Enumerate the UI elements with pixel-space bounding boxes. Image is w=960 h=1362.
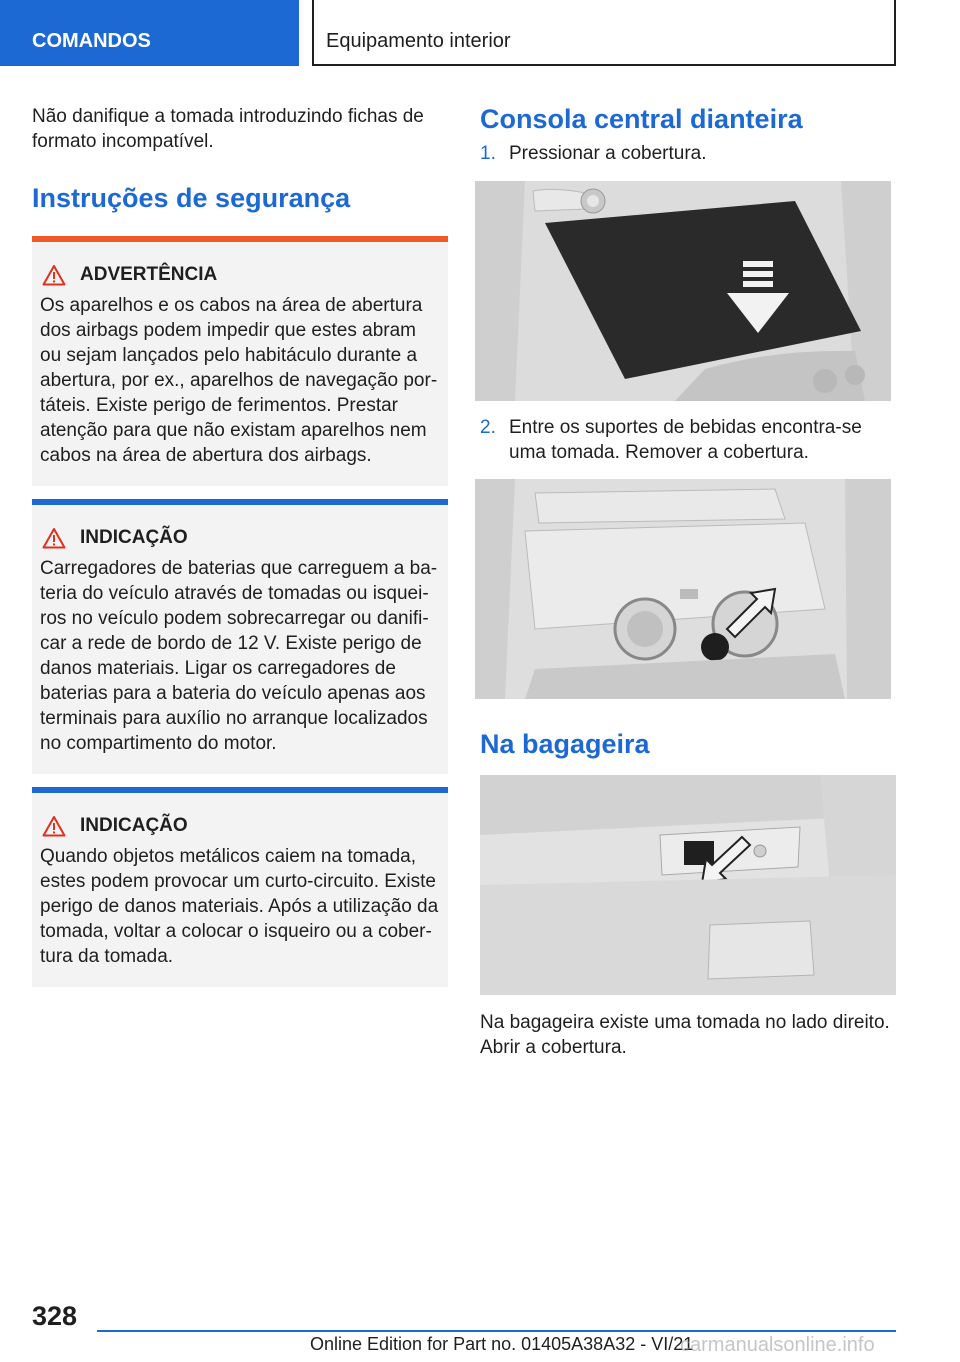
warning-triangle-icon bbox=[42, 527, 66, 549]
step-2 bbox=[480, 415, 896, 465]
notice-title: INDICAÇÃO bbox=[80, 527, 188, 548]
intro-paragraph: Não danifique a tomada introduzindo fichas de formato incompatível. bbox=[32, 106, 424, 152]
warning-text: Os aparelhos e os cabos na área de abertura dos airbags podem impedir que estes abram ou sejam lançados pelo habitáculo durante a abertura, por ex., aparelhos de navegação portáteis. Existe perigo de ferimentos. Prestar atenção para que não existam aparelhos nem cabos na área de abertura dos airbags. bbox=[40, 295, 438, 466]
warning-title: ADVERTÊNCIA bbox=[80, 264, 218, 285]
footer-divider bbox=[97, 1330, 896, 1332]
warning-box-advertencia bbox=[32, 236, 448, 486]
console-cover-illustration bbox=[475, 181, 891, 401]
notice-text: Quando objetos metálicos caiem na tomada, estes podem provocar um curto-circuito. Existe perigo de danos materiais. Após a utilização da tomada, voltar a colocar o isqueiro ou a cobertura da tomada. bbox=[40, 846, 439, 967]
warning-triangle-icon bbox=[42, 815, 66, 837]
notice-title: INDICAÇÃO bbox=[80, 815, 188, 836]
header-section-tab: COMANDOS bbox=[0, 0, 299, 66]
front-console-heading: Consola central dianteira bbox=[480, 104, 803, 134]
cupholder-socket-illustration bbox=[475, 479, 891, 699]
left-column bbox=[32, 104, 448, 987]
right-column bbox=[480, 102, 896, 1060]
luggage-paragraph: Na bagageira existe uma tomada no lado direito. Abrir a cobertura. bbox=[480, 1012, 890, 1058]
watermark: carmanualsonline.info bbox=[680, 1334, 875, 1356]
step-number: 1. bbox=[480, 143, 496, 164]
footer-edition: Online Edition for Part no. 01405A38A32 - VI/21 bbox=[310, 1334, 694, 1354]
step-text: Entre os suportes de bebidas encontra-se uma tomada. Remover a cobertura. bbox=[509, 417, 862, 463]
page-number: 328 bbox=[32, 1301, 78, 1331]
notice-text: Carregadores de baterias que carreguem a bateria do veículo através de tomadas ou isqueiros no veículo podem sobrecarregar ou danificar a rede de bordo de 12 V. Existe perigo de danos materiais. Ligar os carregadores de baterias para a bateria do veículo apenas aos terminais para auxílio no arranque localizados no compartimento do motor. bbox=[40, 558, 438, 754]
step-text: Pressionar a cobertura. bbox=[509, 143, 707, 164]
luggage-heading: Na bagageira bbox=[480, 729, 650, 759]
step-number: 2. bbox=[480, 417, 496, 438]
warning-triangle-icon bbox=[42, 264, 66, 286]
safety-heading: Instruções de segurança bbox=[32, 183, 351, 213]
notice-box-metal bbox=[32, 787, 448, 987]
header-chapter-title: Equipamento interior bbox=[312, 0, 896, 66]
notice-box-charger bbox=[32, 499, 448, 774]
luggage-socket-illustration bbox=[480, 775, 896, 995]
step-1 bbox=[480, 141, 896, 166]
